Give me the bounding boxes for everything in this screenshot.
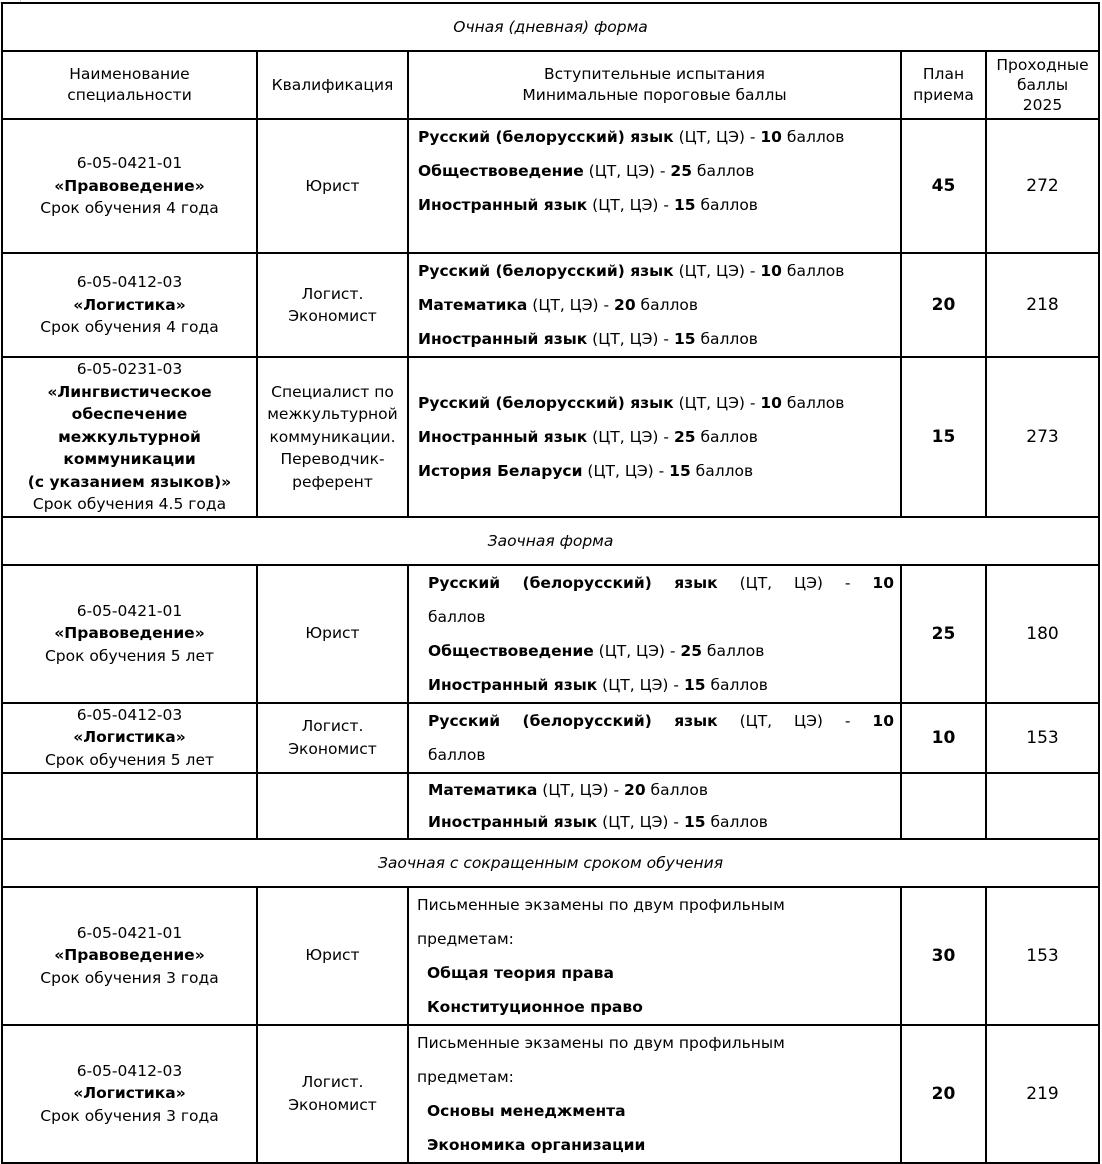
exam-line: Обществоведение (ЦТ, ЦЭ) - 25 баллов: [428, 641, 765, 660]
specialty-cell: [2, 565, 257, 703]
specialty-cell: [2, 119, 257, 253]
study-duration: Срок обучения 4 года: [40, 199, 219, 218]
specialty-code: 6-05-0421-01: [76, 923, 183, 942]
specialty-code: 6-05-0231-03: [76, 360, 183, 378]
admission-plan: 30: [901, 887, 986, 1025]
exam-line: Иностранный язык (ЦТ, ЦЭ) - 15 баллов: [428, 675, 768, 694]
exams-cell: [408, 887, 901, 1025]
header-qualification: Квалификация: [257, 51, 408, 119]
specialty-name: «Логистика»: [73, 728, 186, 746]
empty-cell: [257, 773, 408, 839]
exam-line: Иностранный язык (ЦТ, ЦЭ) - 15 баллов: [418, 330, 758, 348]
passing-score: 180: [986, 565, 1099, 703]
passing-score: 219: [986, 1025, 1099, 1163]
exam-intro: предметам:: [417, 1067, 514, 1086]
qualification-cell: Логист. Экономист: [257, 703, 408, 773]
table-row: [2, 703, 1099, 773]
passing-score: 218: [986, 253, 1099, 357]
exams-cell: [408, 119, 901, 253]
study-duration: Срок обучения 4 года: [40, 318, 219, 337]
table-row: [2, 119, 1099, 253]
study-duration: Срок обучения 5 лет: [44, 646, 215, 665]
specialty-name: «Правоведение»: [54, 624, 205, 643]
exam-line: Иностранный язык (ЦТ, ЦЭ) - 15 баллов: [418, 196, 758, 214]
specialty-cell: [2, 703, 257, 773]
exam-subject: Основы менеджмента: [427, 1101, 626, 1120]
specialty-name: «Лингвистическое обеспечение межкультурной коммуникации (с указанием языков)»: [27, 382, 232, 491]
exam-line: История Беларуси (ЦТ, ЦЭ) - 15 баллов: [418, 461, 754, 480]
qualification-cell: Логист. Экономист: [257, 253, 408, 357]
exam-subject: Экономика организации: [427, 1135, 646, 1154]
qualification-cell: Логист. Экономист: [257, 1025, 408, 1163]
admission-plan: 10: [901, 703, 986, 773]
passing-score: 272: [986, 119, 1099, 253]
qualification-cell: Юрист: [257, 887, 408, 1025]
header-row: [2, 51, 1099, 119]
passing-score: 153: [986, 887, 1099, 1025]
exam-intro: Письменные экзамены по двум профильным: [417, 895, 785, 914]
empty-cell: [901, 773, 986, 839]
specialty-code: 6-05-0412-03: [76, 273, 183, 292]
specialty-name: «Логистика»: [73, 1084, 186, 1103]
table-row: [2, 253, 1099, 357]
section-row-short: [2, 839, 1099, 887]
exam-line: Русский (белорусский) язык (ЦТ, ЦЭ) - 10: [428, 711, 894, 730]
admission-table: [1, 2, 1100, 1164]
study-duration: Срок обучения 3 года: [40, 968, 219, 987]
study-duration: Срок обучения 3 года: [40, 1106, 219, 1125]
study-duration: Срок обучения 5 лет: [44, 750, 215, 768]
exams-cell: [408, 703, 901, 773]
header-name: Наименование специальности: [2, 51, 257, 119]
admission-plan: 45: [901, 119, 986, 253]
specialty-code: 6-05-0421-01: [76, 601, 183, 620]
table-row-continued: [2, 773, 1099, 839]
header-score: Проходные баллы 2025: [986, 51, 1099, 119]
exam-line-continued: баллов: [428, 607, 486, 626]
section-title: Очная (дневная) форма: [2, 3, 1099, 51]
admission-plan: 25: [901, 565, 986, 703]
specialty-code: 6-05-0412-03: [76, 1061, 183, 1080]
table-row: [2, 357, 1099, 517]
exam-line: Обществоведение (ЦТ, ЦЭ) - 25 баллов: [418, 162, 755, 180]
specialty-cell: [2, 1025, 257, 1163]
exam-line: Русский (белорусский) язык (ЦТ, ЦЭ) - 10 баллов: [418, 262, 845, 280]
specialty-code: 6-05-0421-01: [76, 154, 183, 173]
specialty-name: «Логистика»: [73, 295, 186, 314]
passing-score: 273: [986, 357, 1099, 517]
exam-line: Русский (белорусский) язык (ЦТ, ЦЭ) - 10 баллов: [418, 128, 845, 146]
exam-line: Иностранный язык (ЦТ, ЦЭ) - 25 баллов: [418, 427, 758, 446]
specialty-name: «Правоведение»: [54, 176, 205, 195]
exams-cell: [408, 1025, 901, 1163]
exam-line: Математика (ЦТ, ЦЭ) - 20 баллов: [428, 780, 709, 799]
header-plan: План приема: [901, 51, 986, 119]
specialty-code: 6-05-0412-03: [76, 705, 183, 724]
section-title: Заочная форма: [2, 517, 1099, 565]
empty-cell: [986, 773, 1099, 839]
exams-cell: [408, 565, 901, 703]
admission-plan: 15: [901, 357, 986, 517]
admission-plan: 20: [901, 253, 986, 357]
empty-cell: [2, 773, 257, 839]
specialty-cell: [2, 357, 257, 517]
exams-cell: [408, 773, 901, 839]
exam-subject: Конституционное право: [427, 997, 643, 1016]
specialty-cell: [2, 887, 257, 1025]
passing-score: 153: [986, 703, 1099, 773]
exam-line: Математика (ЦТ, ЦЭ) - 20 баллов: [418, 296, 699, 314]
exam-line-continued: баллов: [428, 745, 486, 764]
admission-plan: 20: [901, 1025, 986, 1163]
table-row: [2, 1025, 1099, 1163]
exam-intro: предметам:: [417, 929, 514, 948]
specialty-name: «Правоведение»: [54, 946, 205, 965]
specialty-cell: [2, 253, 257, 357]
study-duration: Срок обучения 4.5 года: [32, 495, 227, 513]
qualification-cell: Юрист: [257, 119, 408, 253]
qualification-cell: Юрист: [257, 565, 408, 703]
qualification-cell: Специалист по межкультурной коммуникации. Переводчик- референт: [257, 357, 408, 517]
section-row-part-time: [2, 517, 1099, 565]
exam-subject: Общая теория права: [427, 963, 614, 982]
table-row: [2, 887, 1099, 1025]
exam-line: Русский (белорусский) язык (ЦТ, ЦЭ) - 10: [428, 573, 894, 592]
header-exams: Вступительные испытания Минимальные пороговые баллы: [408, 51, 901, 119]
exam-line: Русский (белорусский) язык (ЦТ, ЦЭ) - 10 баллов: [418, 393, 845, 412]
exam-intro: Письменные экзамены по двум профильным: [417, 1033, 785, 1052]
section-row-full-time: [2, 3, 1099, 51]
table-row: [2, 565, 1099, 703]
section-title: Заочная с сокращенным сроком обучения: [2, 839, 1099, 887]
exams-cell: [408, 253, 901, 357]
exams-cell: [408, 357, 901, 517]
exam-line: Иностранный язык (ЦТ, ЦЭ) - 15 баллов: [428, 812, 768, 831]
